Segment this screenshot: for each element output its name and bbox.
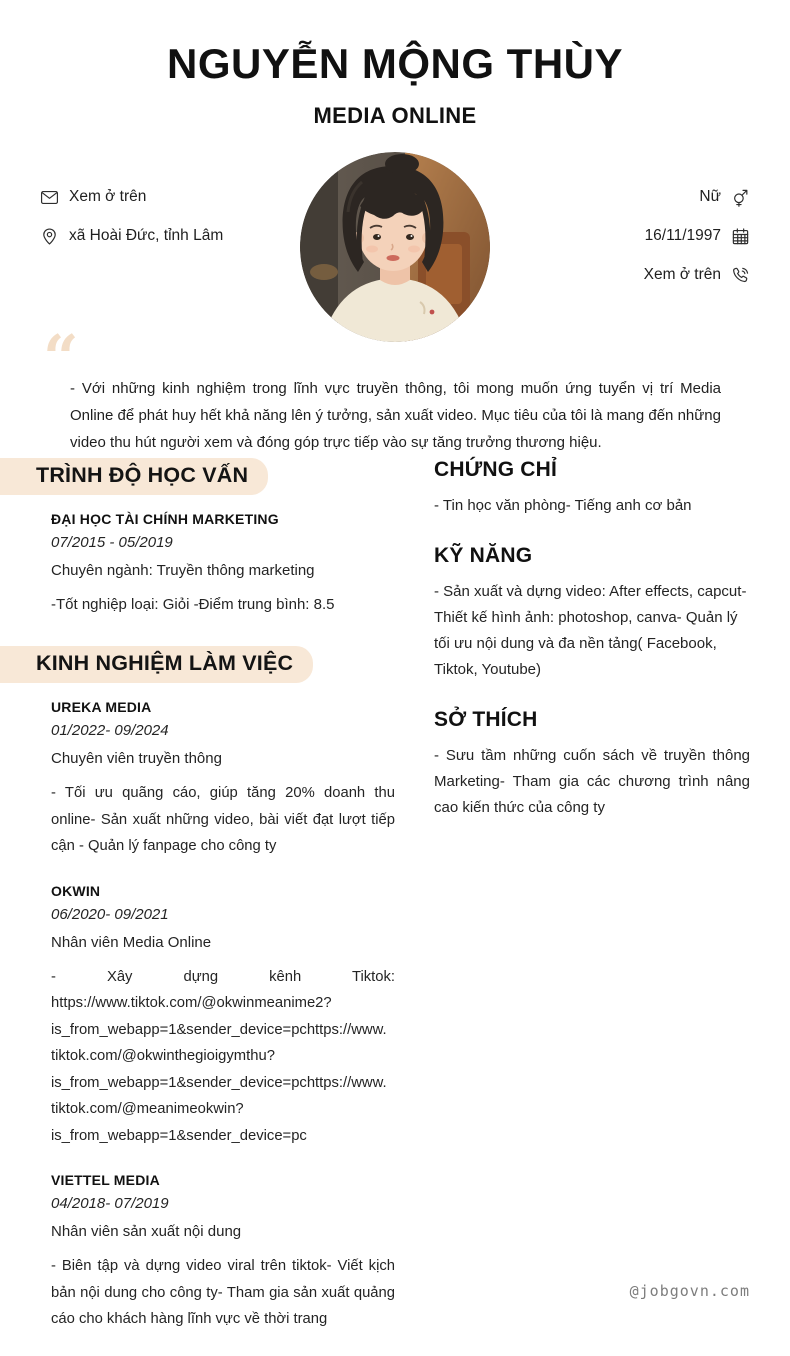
- experience-section-heading: KINH NGHIỆM LÀM VIỆC: [0, 646, 313, 683]
- contact-address-row: [40, 226, 223, 246]
- contact-email-row: [40, 187, 223, 207]
- experience-company: VIETTEL MEDIA: [51, 1172, 160, 1188]
- experience-role: Nhân viên sản xuất nội dung: [51, 1223, 242, 1240]
- contact-birthday-row: [644, 226, 750, 246]
- contact-phone-row: [644, 265, 750, 285]
- experience-entry: [51, 699, 395, 860]
- hobbies-section: [434, 708, 750, 821]
- experience-role: Chuyên viên truyền thông: [51, 750, 222, 767]
- experience-period: 06/2020- 09/2021: [51, 905, 169, 923]
- experience-period: 04/2018- 07/2019: [51, 1195, 169, 1212]
- skills-heading: KỸ NĂNG: [434, 544, 533, 567]
- experience-list: [51, 699, 395, 1333]
- hobbies-heading: SỞ THÍCH: [434, 708, 538, 731]
- certificates-section: [434, 458, 750, 519]
- job-title: MEDIA ONLINE: [313, 103, 477, 128]
- experience-description: - Tối ưu quãng cáo, giúp tăng 20% doanh thu online- Sản xuất những video, bài viết đạt lượt tiếp cận - Quản lý fanpage cho công ty: [51, 785, 395, 854]
- experience-description: - Biên tập và dựng video viral trên tiktok- Viết kịch bản nội dung cho công ty- Tham gia sản xuất quảng cáo cho khách hàng lĩnh vực về thời trang: [51, 1258, 395, 1327]
- contact-address-value: xã Hoài Đức, tỉnh Lâm: [69, 227, 224, 244]
- calendar-icon: [731, 227, 750, 246]
- certificates-content: - Tin học văn phòng- Tiếng anh cơ bản: [434, 497, 692, 514]
- gender-icon: [731, 188, 750, 207]
- phone-icon: [731, 266, 750, 285]
- education-school: ĐẠI HỌC TÀI CHÍNH MARKETING: [51, 511, 279, 527]
- contact-gender-row: [644, 187, 750, 207]
- experience-company: OKWIN: [51, 882, 101, 899]
- profile-photo-illustration: [300, 152, 490, 342]
- certificates-heading: CHỨNG CHỈ: [434, 458, 558, 481]
- contact-left-block: [40, 187, 223, 265]
- experience-company: UREKA MEDIA: [51, 699, 152, 715]
- quote-mark: “: [43, 321, 79, 394]
- experience-entry: [51, 883, 395, 1150]
- contact-gender-value: Nữ: [699, 188, 721, 205]
- experience-description: - Xây dựng kênh Tiktok: https://www.tiktok.com/@okwinmeanime2?​is_from_webapp=1&sender_device=pchttps://www.​tiktok.com/@okwinthegioigymthu?​is_from_webapp=1&sender_device=pchttps://www.​tiktok.com/@meanimeokwin?​is_from_webapp=1&sender_device=pc: [51, 968, 395, 1144]
- experience-period: 01/2022- 09/2024: [51, 722, 169, 739]
- contact-birthday-value: 16/11/1997: [644, 227, 721, 244]
- experience-role: Nhân viên Media Online: [51, 933, 212, 951]
- contact-right-block: [644, 187, 750, 304]
- contact-phone-value: Xem ở trên: [643, 266, 721, 283]
- site-watermark: @jobgovn.com: [629, 1282, 750, 1300]
- left-column: [0, 458, 397, 1356]
- education-grade: -Tốt nghiệp loại: Giỏi -Điểm trung bình: 8.5: [51, 596, 335, 613]
- email-icon: [40, 188, 59, 207]
- education-period: 07/2015 - 05/2019: [51, 534, 173, 551]
- contact-email-value: Xem ở trên: [69, 188, 147, 205]
- experience-entry: [51, 1172, 395, 1333]
- education-section-heading: TRÌNH ĐỘ HỌC VẤN: [0, 458, 268, 495]
- career-objective-text: - Với những kinh nghiệm trong lĩnh vực truyền thông, tôi mong muốn ứng tuyển vị trí Media Online để phát huy hết khả năng lên ý tưởng, sản xuất video. Mục tiêu của tôi là mang đến những video thu hút người xem và đóng góp trực tiếp vào sự tăng trưởng thương hiệu.: [70, 380, 721, 451]
- skills-content: - Sản xuất và dựng video: After effects, capcut- Thiết kế hình ảnh: photoshop, canva- Quản lý tối ưu nội dung và đa nền tảng( Facebook, Tiktok, Youtube): [434, 583, 747, 678]
- education-major: Chuyên ngành: Truyền thông marketing: [51, 562, 315, 579]
- location-pin-icon: [40, 227, 59, 246]
- right-column: [434, 458, 750, 846]
- candidate-name: NGUYỄN MỘNG THÙY: [166, 40, 623, 87]
- hobbies-content: - Sưu tầm những cuốn sách về truyền thông Marketing- Tham gia các chương trình nâng cao kiến thức của công ty: [434, 747, 750, 816]
- education-entry: [51, 511, 395, 617]
- profile-photo: [300, 152, 490, 342]
- skills-section: [434, 544, 750, 683]
